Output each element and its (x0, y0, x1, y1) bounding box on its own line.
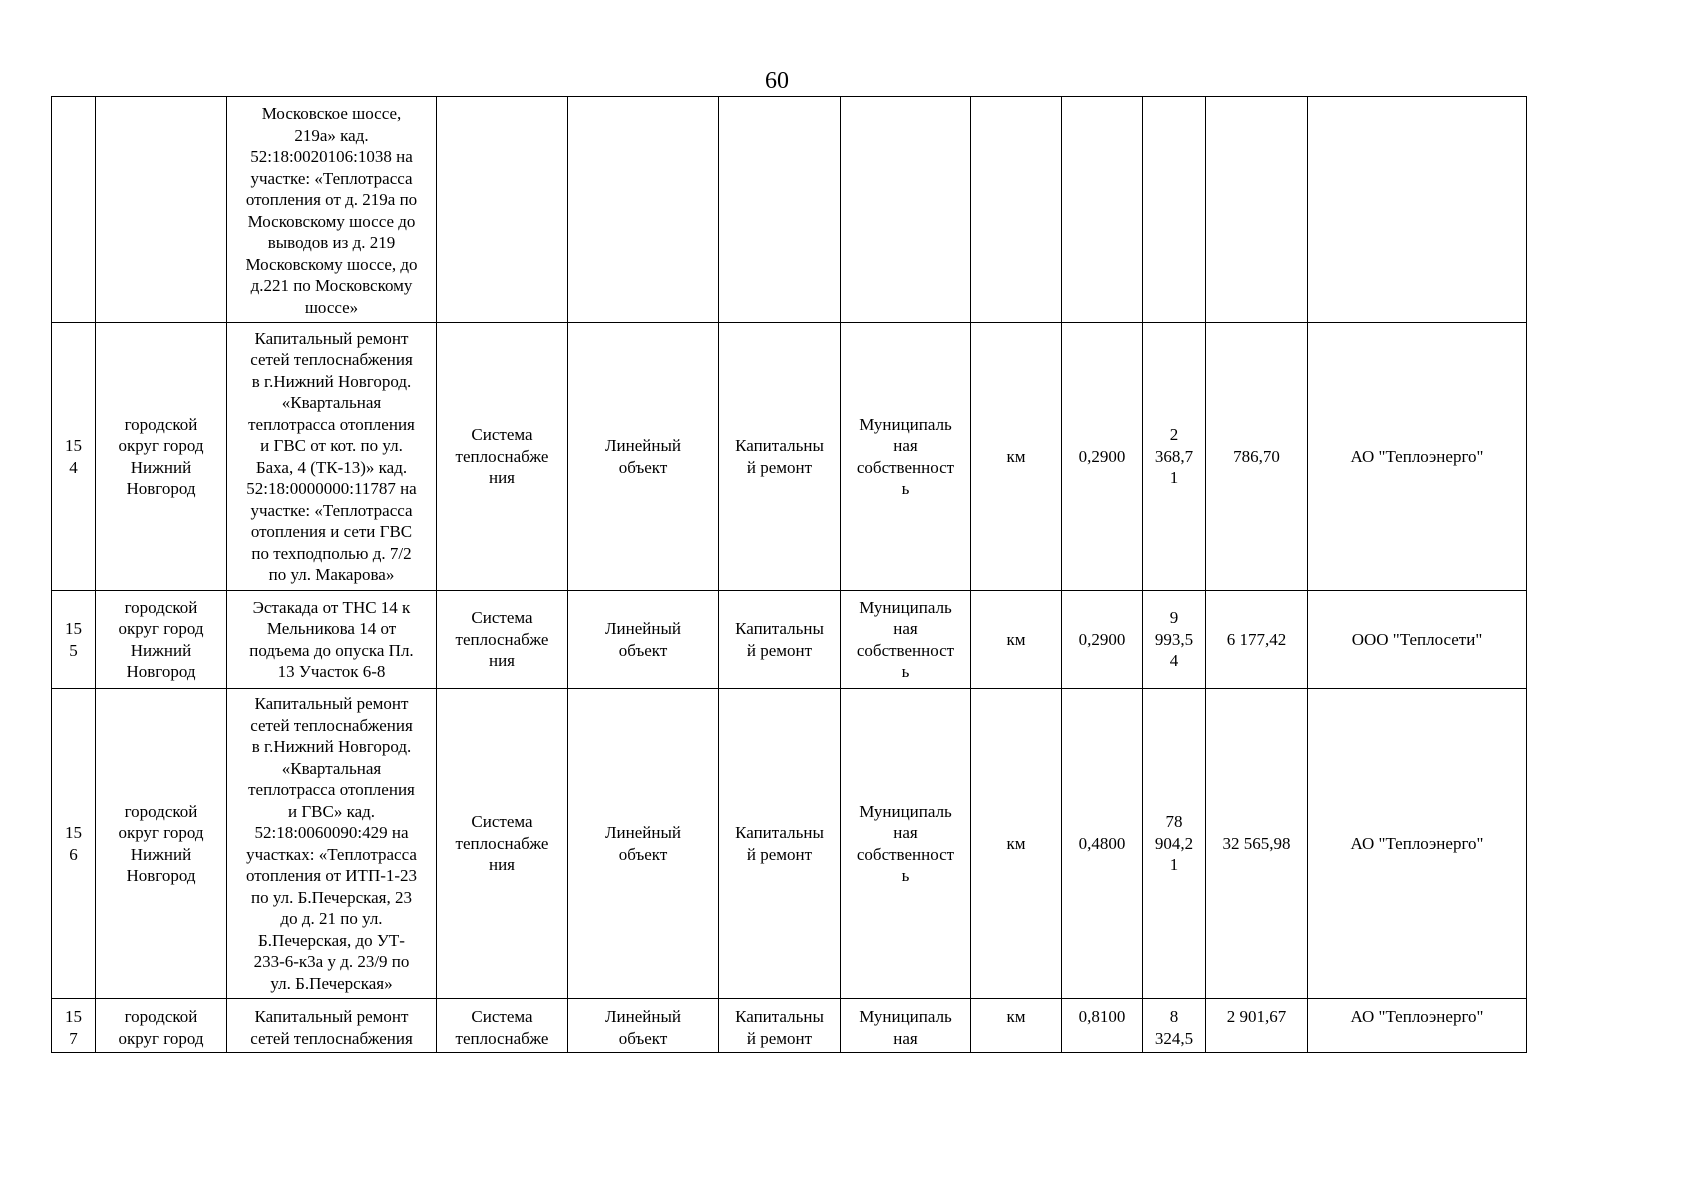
cell-number: 15 6 (52, 689, 96, 999)
cell-amount: 786,70 (1206, 323, 1308, 591)
cell-work-type: Капитальны й ремонт (719, 591, 841, 689)
cell-amount (1206, 97, 1308, 323)
cell-ownership: Муниципаль ная собственност ь (841, 689, 971, 999)
cell-amount: 6 177,42 (1206, 591, 1308, 689)
cell-object-type (568, 97, 719, 323)
cell-cost: 9 993,5 4 (1143, 591, 1206, 689)
cell-work-type: Капитальны й ремонт (719, 689, 841, 999)
cell-work-type: Капитальны й ремонт (719, 323, 841, 591)
cell-ownership: Муниципаль ная собственност ь (841, 591, 971, 689)
cell-ownership: Муниципаль ная собственност ь (841, 323, 971, 591)
cell-unit: км (971, 591, 1062, 689)
data-table (51, 96, 1527, 1053)
table-row (52, 591, 1527, 689)
cell-length: 0,8100 (1062, 999, 1143, 1053)
cell-cost: 2 368,7 1 (1143, 323, 1206, 591)
cell-organization: АО "Теплоэнерго" (1308, 689, 1527, 999)
cell-work-type (719, 97, 841, 323)
cell-length: 0,2900 (1062, 323, 1143, 591)
table-row (52, 97, 1527, 323)
cell-object-type: Линейный объект (568, 591, 719, 689)
cell-work-type: Капитальны й ремонт (719, 999, 841, 1053)
cell-ownership (841, 97, 971, 323)
cell-description: Капитальный ремонт сетей теплоснабжения (227, 999, 437, 1053)
cell-ownership: Муниципаль ная (841, 999, 971, 1053)
cell-unit (971, 97, 1062, 323)
page-number: 60 (765, 68, 789, 94)
cell-unit: км (971, 999, 1062, 1053)
cell-length (1062, 97, 1143, 323)
cell-system: Система теплоснабже ния (437, 689, 568, 999)
cell-number (52, 97, 96, 323)
cell-system (437, 97, 568, 323)
cell-object-type: Линейный объект (568, 323, 719, 591)
cell-description: Капитальный ремонт сетей теплоснабжения в г.Нижний Новгород. «Квартальная теплотрасса отопления и ГВС от кот. по ул. Баха, 4 (ТК-13)» кад. 52:18:0000000:11787 на участке: «Теплотрасса отопления и сети ГВС по техподполью д. 7/2 по ул. Макарова» (227, 323, 437, 591)
cell-territory: городской округ город Нижний Новгород (96, 591, 227, 689)
cell-description: Эстакада от ТНС 14 к Мельникова 14 от подъема до опуска Пл. 13 Участок 6-8 (227, 591, 437, 689)
cell-description: Капитальный ремонт сетей теплоснабжения в г.Нижний Новгород. «Квартальная теплотрасса отопления и ГВС» кад. 52:18:0060090:429 на участках: «Теплотрасса отопления от ИТП-1-23 по ул. Б.Печерская, 23 до д. 21 по ул. Б.Печерская, до УТ- 233-6-к3а у д. 23/9 по ул. Б.Печерская» (227, 689, 437, 999)
table-row (52, 999, 1527, 1053)
cell-territory: городской округ город (96, 999, 227, 1053)
cell-amount: 2 901,67 (1206, 999, 1308, 1053)
cell-organization (1308, 97, 1527, 323)
cell-unit: км (971, 689, 1062, 999)
cell-number: 15 7 (52, 999, 96, 1053)
table-row (52, 689, 1527, 999)
cell-territory: городской округ город Нижний Новгород (96, 689, 227, 999)
cell-territory: городской округ город Нижний Новгород (96, 323, 227, 591)
cell-organization: ООО "Теплосети" (1308, 591, 1527, 689)
cell-description: Московское шоссе, 219а» кад. 52:18:0020106:1038 на участке: «Теплотрасса отопления от д. 219а по Московскому шоссе до выводов из д. 219 Московскому шоссе, до д.221 по Московскому шоссе» (227, 97, 437, 323)
cell-cost: 8 324,5 (1143, 999, 1206, 1053)
cell-system: Система теплоснабже (437, 999, 568, 1053)
table-row (52, 323, 1527, 591)
cell-territory (96, 97, 227, 323)
cell-organization: АО "Теплоэнерго" (1308, 999, 1527, 1053)
cell-object-type: Линейный объект (568, 689, 719, 999)
cell-amount: 32 565,98 (1206, 689, 1308, 999)
cell-system: Система теплоснабже ния (437, 591, 568, 689)
cell-cost (1143, 97, 1206, 323)
cell-cost: 78 904,2 1 (1143, 689, 1206, 999)
cell-number: 15 4 (52, 323, 96, 591)
cell-organization: АО "Теплоэнерго" (1308, 323, 1527, 591)
cell-length: 0,4800 (1062, 689, 1143, 999)
cell-system: Система теплоснабже ния (437, 323, 568, 591)
cell-number: 15 5 (52, 591, 96, 689)
cell-unit: км (971, 323, 1062, 591)
cell-object-type: Линейный объект (568, 999, 719, 1053)
cell-length: 0,2900 (1062, 591, 1143, 689)
